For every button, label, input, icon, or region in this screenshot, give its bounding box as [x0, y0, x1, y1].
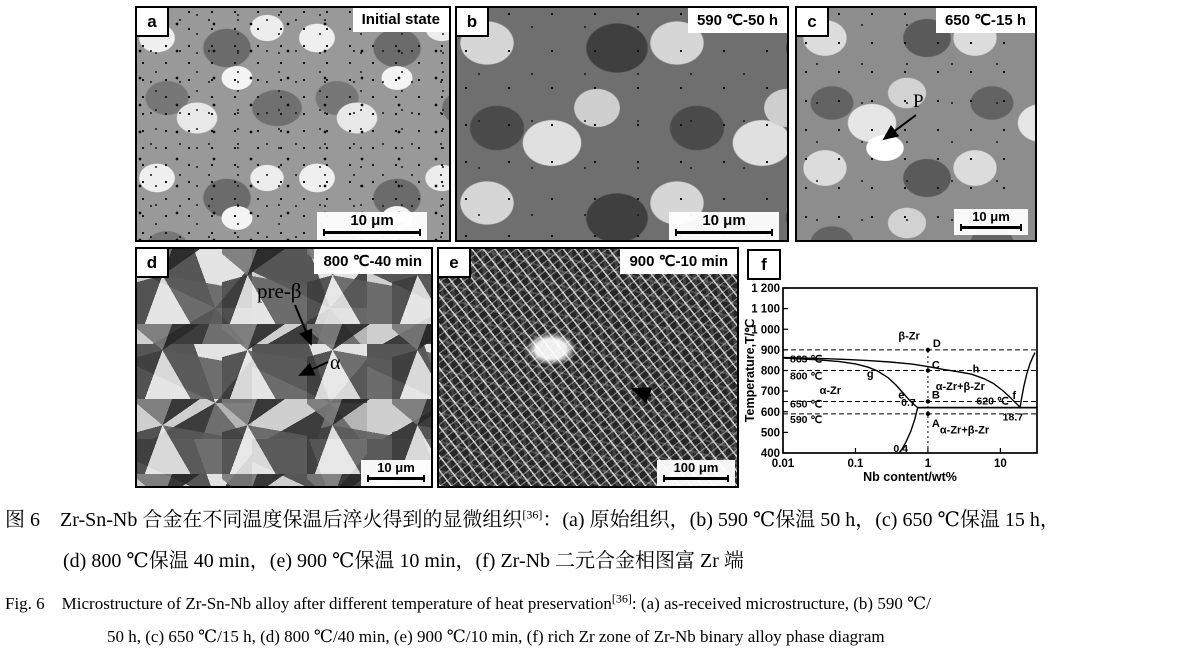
svg-text:600: 600 [760, 406, 780, 419]
svg-text:650 ℃: 650 ℃ [790, 398, 823, 411]
panel-e-condition-label: 900 ℃-10 min [620, 249, 737, 274]
caption-en-line2: 50 h, (c) 650 ℃/15 h, (d) 800 ℃/40 min, (e) 900 ℃/10 min, (f) rich Zr zone of Zr-Nb binary alloy phase diagram [107, 627, 885, 646]
svg-text:α-Zr+β-Zr: α-Zr+β-Zr [935, 381, 985, 394]
caption-zh-line1-text: 图 6 Zr-Sn-Nb 合金在不同温度保温后淬火得到的显微组织 [5, 509, 523, 531]
svg-text:α-Zr: α-Zr [819, 385, 842, 398]
svg-text:D: D [932, 337, 941, 350]
caption-zh-ref: [36] [522, 507, 543, 522]
micrograph-panel-c [795, 6, 1037, 242]
panel-e-letter [439, 249, 471, 278]
svg-text:500: 500 [760, 427, 780, 440]
e-arrow [439, 249, 737, 486]
scale-bar [361, 460, 431, 486]
phase-p-annotation: P [913, 91, 924, 112]
scale-bar-text: 10 μm [972, 209, 1010, 224]
alpha-annotation: α [330, 352, 341, 374]
svg-text:590 ℃: 590 ℃ [790, 413, 823, 426]
panel-c-condition-label: 650 ℃-15 h [936, 8, 1035, 33]
scale-bar-text: 10 μm [702, 212, 746, 229]
svg-text:Nb content/wt%: Nb content/wt% [863, 470, 957, 484]
panel-b-condition-label: 590 ℃-50 h [688, 8, 787, 33]
svg-text:0.01: 0.01 [771, 458, 795, 470]
phase-diagram-panel-f [743, 247, 1178, 488]
micrograph-panel-a [135, 6, 451, 242]
p-arrow [797, 8, 1035, 240]
svg-text:700: 700 [760, 386, 780, 399]
scale-bar-line [367, 475, 425, 482]
svg-text:1 000: 1 000 [751, 324, 780, 337]
panel-f-letter [747, 249, 781, 280]
panel-letter-text: c [807, 11, 817, 31]
panel-letter-text: b [466, 11, 478, 31]
svg-text:400: 400 [760, 448, 780, 460]
svg-text:10: 10 [993, 458, 1007, 470]
pre-beta-annotation: pre-β [257, 279, 302, 303]
scale-bar-line [675, 229, 773, 236]
panel-d-letter [137, 249, 169, 278]
caption-en-ref: [36] [611, 591, 632, 606]
panel-d-condition-label: 800 ℃-40 min [314, 249, 431, 274]
micrograph-panel-b [455, 6, 789, 242]
scale-bar-text: 10 μm [350, 212, 394, 229]
svg-text:18.7: 18.7 [1002, 411, 1024, 424]
svg-text:620 ℃: 620 ℃ [976, 395, 1009, 408]
panel-b-letter [457, 8, 489, 37]
caption-zh-line2: (d) 800 ℃保温 40 min，(e) 900 ℃保温 10 min，(f) Zr-Nb 二元合金相图富 Zr 端 [63, 550, 744, 572]
svg-text:1 100: 1 100 [751, 303, 780, 316]
phase-diagram-svg [743, 247, 1178, 488]
scale-bar-text: 100 μm [673, 460, 719, 475]
scale-bar-line [960, 224, 1022, 231]
scale-bar-line [663, 475, 729, 482]
svg-text:h: h [972, 363, 980, 376]
caption-en-line1-text: Fig. 6 Microstructure of Zr-Sn-Nb alloy after different temperature of heat preservation [5, 594, 612, 613]
caption-en-line1b-text: : (a) as-received microstructure, (b) 590 ℃/ [631, 594, 931, 613]
svg-text:0.4: 0.4 [893, 443, 908, 456]
svg-text:f: f [1012, 389, 1017, 402]
scale-bar-text: 10 μm [377, 460, 415, 475]
svg-text:e: e [898, 389, 905, 402]
svg-text:1 200: 1 200 [751, 283, 780, 295]
micrograph-panel-e [437, 247, 739, 488]
caption-zh-line1b-text: ：(a) 原始组织，(b) 590 ℃保温 50 h，(c) 650 ℃保温 15 h， [542, 509, 1060, 531]
svg-text:863 ℃: 863 ℃ [790, 353, 823, 366]
panel-c-letter [797, 8, 829, 37]
micrograph-panel-d [135, 247, 433, 488]
svg-text:β-Zr: β-Zr [898, 330, 920, 343]
svg-text:800 ℃: 800 ℃ [790, 370, 823, 383]
svg-text:Temperature,T/℃: Temperature,T/℃ [743, 318, 757, 423]
scale-bar [317, 212, 427, 240]
svg-text:C: C [931, 359, 940, 372]
svg-text:α-Zr+β-Zr: α-Zr+β-Zr [939, 424, 990, 437]
panel-letter-text: d [146, 252, 158, 272]
svg-text:1: 1 [924, 458, 932, 470]
caption-zh-line1 [5, 503, 1060, 532]
svg-text:0.7: 0.7 [901, 396, 916, 409]
caption-en-line1 [5, 589, 931, 614]
scale-bar [954, 209, 1028, 235]
svg-text:A: A [931, 417, 940, 430]
panel-letter-text: a [147, 11, 157, 31]
panel-a-condition-label: Initial state [353, 8, 449, 32]
scale-bar [669, 212, 779, 240]
panel-a-letter [137, 8, 169, 37]
svg-text:0.1: 0.1 [847, 458, 864, 470]
scale-bar-line [323, 229, 421, 236]
svg-text:800: 800 [760, 365, 780, 378]
svg-text:g: g [866, 368, 874, 381]
svg-text:B: B [931, 389, 940, 402]
scale-bar [657, 460, 735, 486]
svg-text:900: 900 [760, 344, 780, 357]
panel-letter-text: f [761, 254, 767, 274]
panel-letter-text: e [449, 252, 459, 272]
